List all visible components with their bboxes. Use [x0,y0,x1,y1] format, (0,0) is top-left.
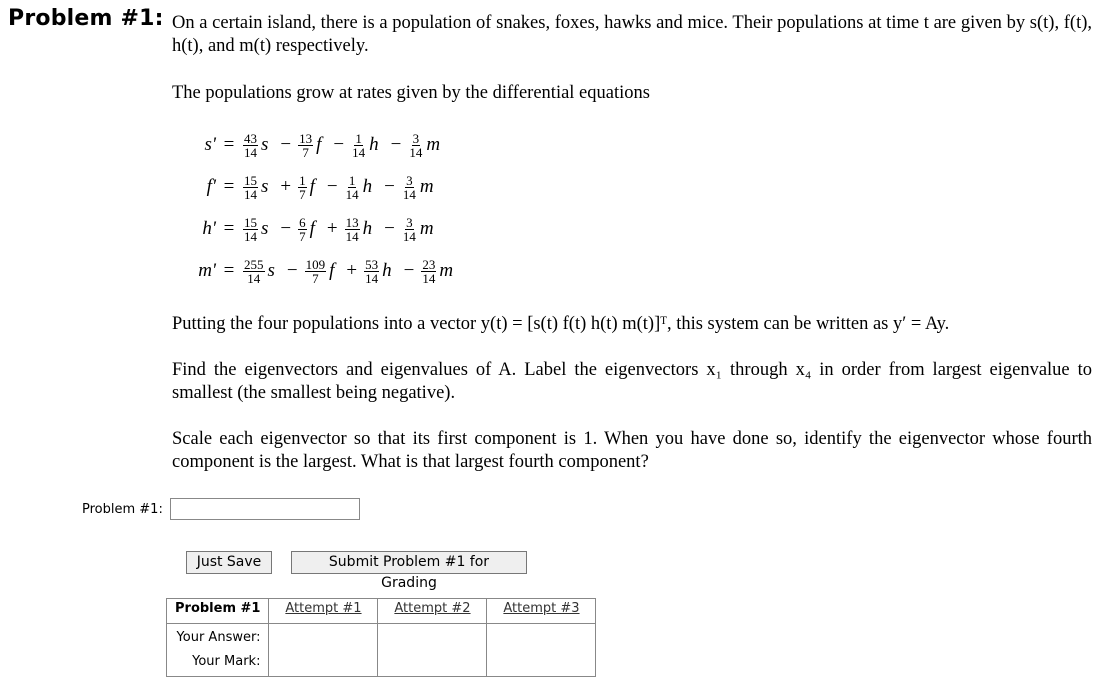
problem-title: Problem #1: [8,6,164,31]
variable: f [309,218,315,239]
variable: f [329,260,335,281]
denominator: 14 [244,186,257,202]
equals-sign: = [223,218,235,239]
submit-button[interactable]: Submit Problem #1 for Grading [291,551,527,574]
equals-sign: = [223,260,235,281]
numerator: 23 [422,256,436,272]
answer-input[interactable] [170,498,360,520]
coefficient-fraction [345,216,360,243]
coefficient-fraction [298,132,313,159]
coefficient-fraction [351,132,366,159]
numerator: 109 [305,256,326,272]
coefficient-fraction [243,216,258,243]
numerator: 1 [299,172,306,188]
attempt-2-link[interactable]: Attempt #2 [378,599,487,624]
numerator: 3 [412,130,420,146]
numerator: 255 [244,256,264,272]
numerator: 13 [345,214,359,230]
your-mark-label: Your Mark: [192,654,261,669]
coefficient-fraction [421,258,436,285]
denominator: 7 [312,270,319,286]
variable: s [261,176,269,197]
operator: − [280,134,292,155]
operator: − [384,218,395,239]
attempts-header: Problem #1 [167,599,269,624]
equals-sign: = [223,134,235,155]
denominator: 14 [244,144,257,160]
intro-paragraph: On a certain island, there is a population of snakes, foxes, hawks and mice. Their populations at time t are given by s(t), f(t), h(t), and m(t) respectively. [172,13,1092,56]
operator: + [326,218,338,239]
operator: − [326,176,338,197]
equation-row [176,172,440,202]
denominator: 14 [244,228,257,244]
equation-row [176,214,440,244]
denominator: 14 [422,270,436,286]
numerator: 15 [244,172,257,188]
equation-lhs: s' [204,134,216,155]
variable: m [439,260,454,281]
attempt-3-cell [487,624,596,677]
coefficient-fraction [408,132,423,159]
operator: − [403,260,415,281]
answer-label: Problem #1: [82,502,163,517]
attempt-2-cell [378,624,487,677]
equation-row [176,130,446,160]
equation-lhs: h' [202,218,216,239]
variable: f [309,176,315,197]
coefficient-fraction [243,132,258,159]
numerator: 3 [406,214,413,230]
coefficient-fraction [402,174,417,201]
row-labels-cell [167,624,269,677]
equals-sign: = [223,176,235,197]
operator: − [286,260,298,281]
coefficient-fraction [364,258,379,285]
rates-paragraph: The populations grow at rates given by the differential equations [172,83,650,103]
variable: m [419,176,434,197]
operator: − [384,176,395,197]
equation-row [176,256,459,286]
denominator: 7 [302,144,309,160]
coefficient-fraction [402,216,417,243]
coefficient-fraction [345,174,360,201]
attempt-1-cell [269,624,378,677]
coefficient-fraction [243,258,265,285]
numerator: 53 [365,256,379,272]
operator: − [280,218,292,239]
operator: − [333,134,345,155]
denominator: 14 [402,228,416,244]
denominator: 14 [247,270,261,286]
operator: − [390,134,402,155]
operator: + [280,176,292,197]
denominator: 14 [345,186,359,202]
variable: s [261,134,269,155]
equation-lhs: f' [206,176,216,197]
denominator: 14 [409,144,423,160]
attempt-3-link[interactable]: Attempt #3 [487,599,596,624]
find-paragraph: Find the eigenvectors and eigenvalues of A. Label the eigenvectors x₁ through x₄ in order from largest eigenvalue to smallest (the smallest being negative). [172,360,1092,403]
variable: h [362,176,373,197]
scale-paragraph: Scale each eigenvector so that its first component is 1. When you have done so, identify the eigenvector whose fourth component is the largest. What is that largest fourth component? [172,429,1092,472]
variable: h [362,218,373,239]
your-answer-label: Your Answer: [176,630,261,645]
variable: s [261,218,269,239]
numerator: 13 [299,130,313,146]
variable: m [419,218,434,239]
denominator: 7 [299,186,306,202]
numerator: 3 [406,172,413,188]
numerator: 6 [299,214,306,230]
coefficient-fraction [298,216,307,243]
coefficient-fraction [243,174,258,201]
variable: m [426,134,441,155]
problem-statement [172,12,1092,103]
equation-lhs: m' [198,260,216,281]
variable: h [369,134,379,155]
denominator: 14 [402,186,416,202]
denominator: 7 [299,228,306,244]
attempts-table [166,598,596,677]
attempt-1-link[interactable]: Attempt #1 [269,599,378,624]
denominator: 14 [365,270,379,286]
numerator: 1 [348,172,356,188]
vector-paragraph: Putting the four populations into a vector y(t) = [s(t) f(t) h(t) m(t)]ᵀ, this system can be written as y′ = Ay. [172,314,950,334]
denominator: 14 [352,144,366,160]
operator: + [346,260,358,281]
variable: f [316,134,322,155]
denominator: 14 [345,228,359,244]
just-save-button[interactable]: Just Save [186,551,272,574]
variable: h [382,260,392,281]
variable: s [267,260,275,281]
coefficient-fraction [298,174,307,201]
numerator: 15 [244,214,257,230]
coefficient-fraction [305,258,327,285]
numerator: 1 [355,130,362,146]
numerator: 43 [244,130,257,146]
